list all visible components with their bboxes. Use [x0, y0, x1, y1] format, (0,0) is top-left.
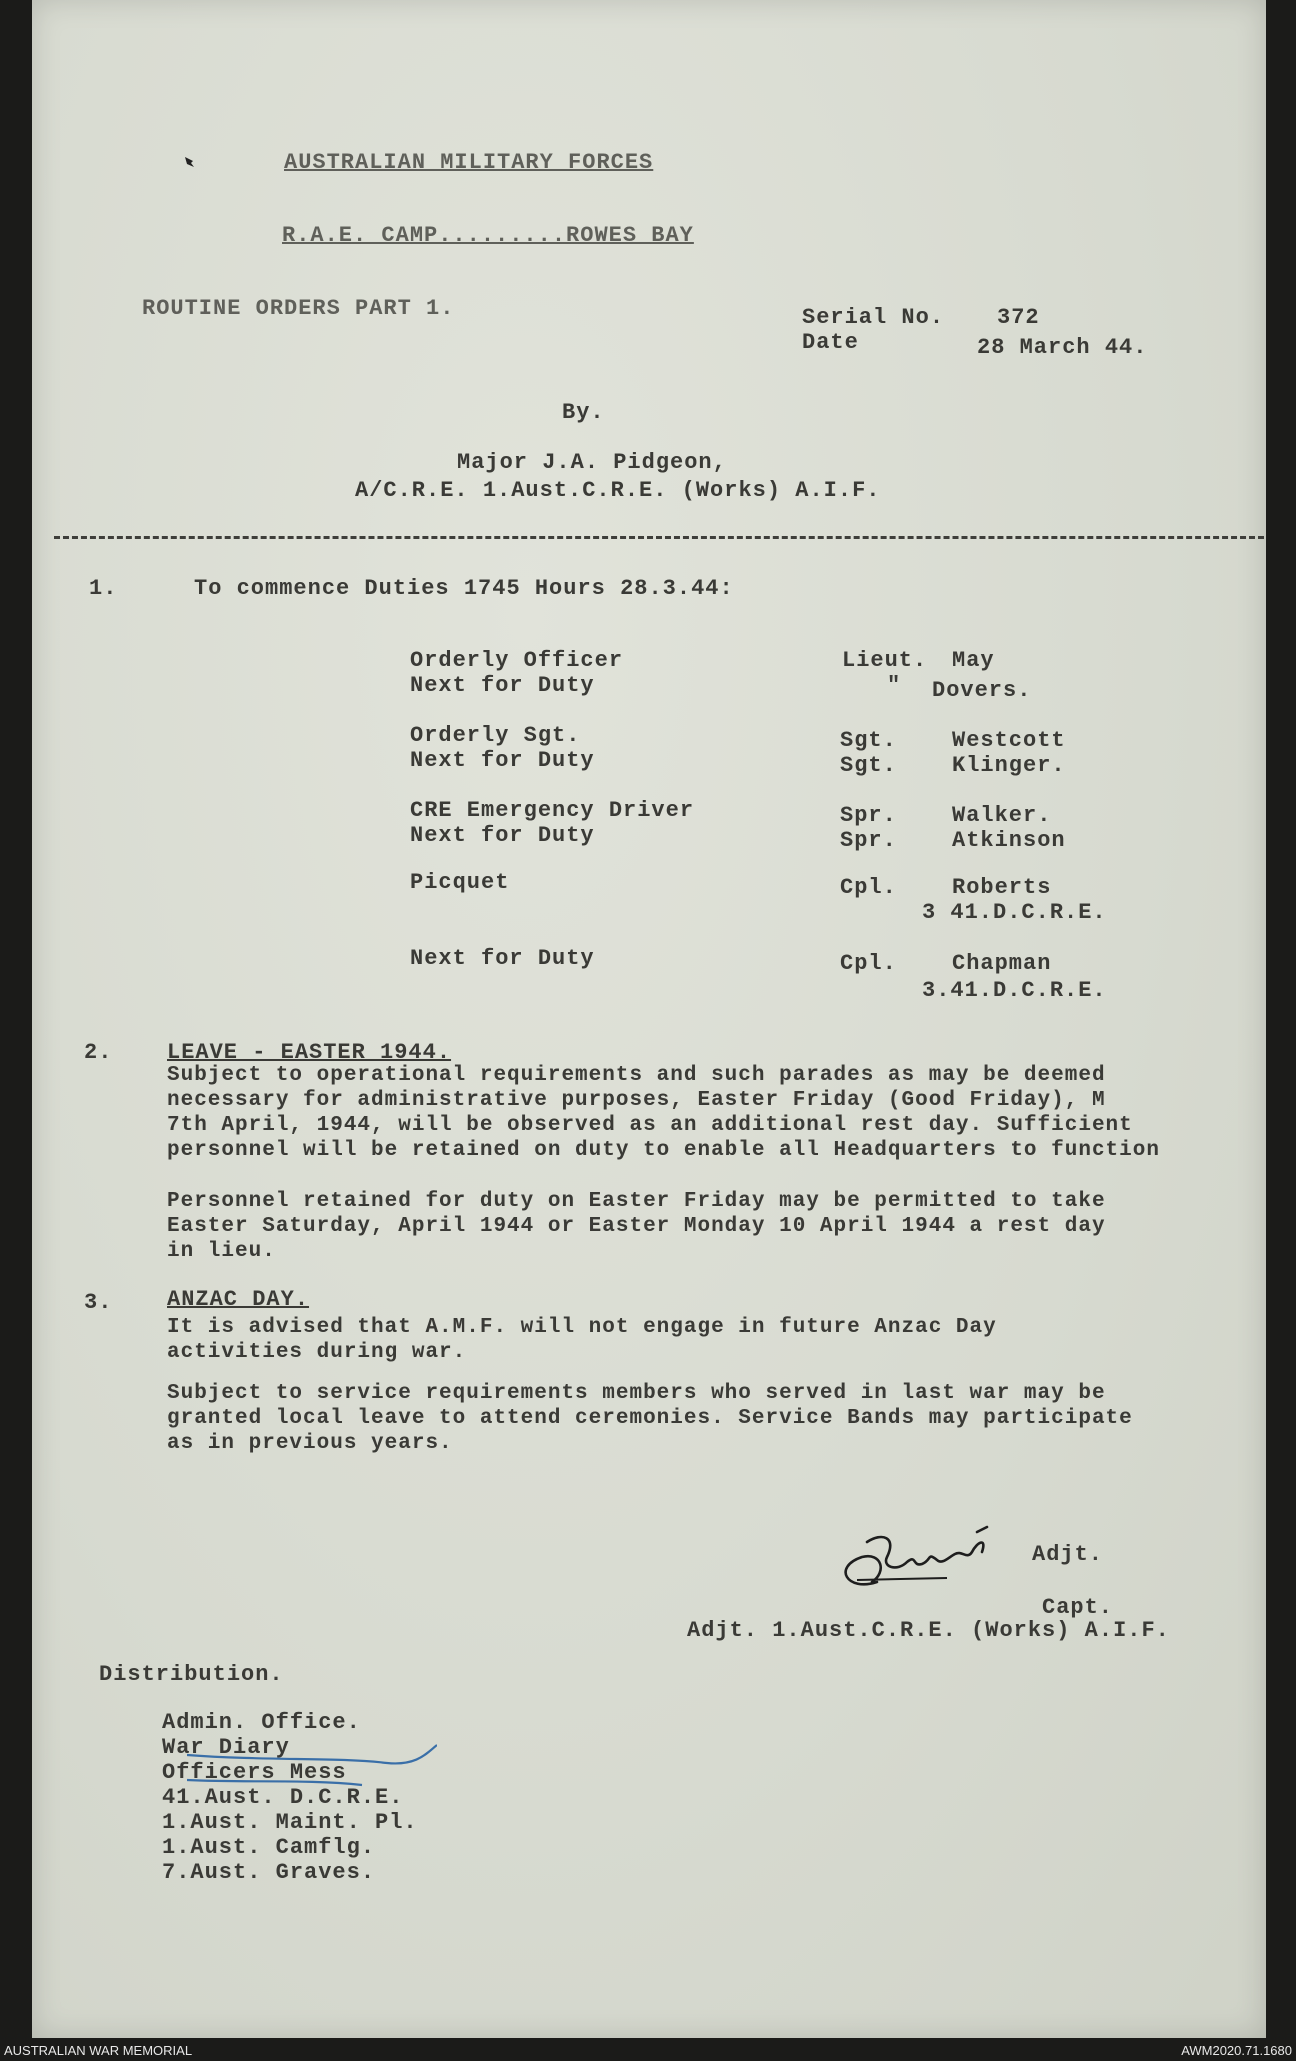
duty-name: Atkinson: [952, 828, 1066, 853]
duty-role: Next for Duty: [410, 748, 595, 773]
list-item: 1.Aust. Maint. Pl.: [162, 1810, 418, 1835]
item1-number: 1.: [89, 576, 118, 601]
item2-line: in lieu.: [167, 1240, 276, 1263]
by-unit: A/C.R.E. 1.Aust.C.R.E. (Works) A.I.F.: [355, 478, 881, 503]
item2-line: Easter Saturday, April 1944 or Easter Monday 10 April 1944 a rest day: [167, 1215, 1106, 1238]
item3-line: Subject to service requirements members who served in last war may be: [167, 1382, 1106, 1405]
header-camp: R.A.E. CAMP.........ROWES BAY: [282, 223, 694, 248]
by-label: By.: [562, 400, 605, 425]
by-name: Major J.A. Pidgeon,: [457, 450, 727, 475]
handwritten-signature: [827, 1512, 1027, 1602]
duty-role: Next for Duty: [410, 946, 595, 971]
duty-name: Westcott: [952, 728, 1066, 753]
duty-rank: Sgt.: [840, 753, 897, 778]
duty-rank: Sgt.: [840, 728, 897, 753]
footer-left: AUSTRALIAN WAR MEMORIAL: [4, 2043, 193, 2058]
item1-heading: To commence Duties 1745 Hours 28.3.44:: [194, 576, 734, 601]
item2-number: 2.: [84, 1040, 113, 1065]
duty-role: Orderly Officer: [410, 648, 624, 673]
duty-unit: 3 41.D.C.R.E.: [922, 900, 1107, 925]
item2-line: Personnel retained for duty on Easter Friday may be permitted to take: [167, 1190, 1106, 1213]
header-force: AUSTRALIAN MILITARY FORCES: [284, 150, 654, 175]
duty-name: Roberts: [952, 875, 1052, 900]
date-value: 28 March 44.: [977, 335, 1148, 360]
duty-rank: Cpl.: [840, 875, 897, 900]
item2-line: 7th April, 1944, will be observed as an additional rest day. Sufficient: [167, 1114, 1133, 1137]
duty-name: Klinger.: [952, 753, 1066, 778]
item3-number: 3.: [84, 1290, 113, 1315]
duty-name: Walker.: [952, 803, 1052, 828]
duty-role: Next for Duty: [410, 823, 595, 848]
item3-heading: ANZAC DAY.: [167, 1287, 310, 1312]
item2-line: Subject to operational requirements and such parades as may be deemed: [167, 1064, 1106, 1087]
divider-rule: [54, 536, 1264, 539]
list-item: 7.Aust. Graves.: [162, 1860, 376, 1885]
item3-line: activities during war.: [167, 1341, 467, 1364]
list-item: Officers Mess: [162, 1760, 347, 1785]
duty-role: Next for Duty: [410, 673, 595, 698]
item2-heading: LEAVE - EASTER 1944.: [167, 1040, 452, 1065]
duty-name: Dovers.: [932, 678, 1032, 703]
duty-rank: Spr.: [840, 803, 897, 828]
duty-role: Picquet: [410, 870, 510, 895]
duty-name: Chapman: [952, 951, 1052, 976]
list-item: Admin. Office.: [162, 1710, 361, 1735]
ink-blot-icon: [182, 155, 196, 169]
item3-line: granted local leave to attend ceremonies. Service Bands may participate: [167, 1407, 1133, 1430]
duty-role: Orderly Sgt.: [410, 723, 581, 748]
date-label: Date: [802, 330, 859, 355]
signature-unit: Adjt. 1.Aust.C.R.E. (Works) A.I.F.: [687, 1618, 1170, 1643]
serial-label: Serial No.: [802, 305, 945, 330]
list-item: War Diary: [162, 1735, 290, 1760]
serial-value: 372: [997, 305, 1040, 330]
list-item: 41.Aust. D.C.R.E.: [162, 1785, 404, 1810]
duty-rank: Cpl.: [840, 951, 897, 976]
footer-right: AWM2020.71.1680: [1181, 2043, 1292, 2058]
item2-line: necessary for administrative purposes, Easter Friday (Good Friday), M: [167, 1089, 1106, 1112]
duty-rank: ": [887, 673, 902, 698]
duty-unit: 3.41.D.C.R.E.: [922, 978, 1107, 1003]
duty-name: May: [952, 648, 995, 673]
pen-underline-mark: [187, 1735, 437, 1795]
header-orders: ROUTINE ORDERS PART 1.: [142, 296, 455, 321]
duty-rank: Lieut.: [842, 648, 928, 673]
item3-line: as in previous years.: [167, 1432, 453, 1455]
signature-rank: Capt.: [1042, 1595, 1114, 1620]
item3-line: It is advised that A.M.F. will not engage in future Anzac Day: [167, 1316, 997, 1339]
item2-line: personnel will be retained on duty to enable all Headquarters to function: [167, 1139, 1160, 1162]
list-item: 1.Aust. Camflg.: [162, 1835, 376, 1860]
distribution-label: Distribution.: [99, 1662, 284, 1687]
document-page: [32, 0, 1266, 2038]
signature-adjt: Adjt.: [1032, 1542, 1104, 1567]
duty-rank: Spr.: [840, 828, 897, 853]
duty-role: CRE Emergency Driver: [410, 798, 695, 823]
